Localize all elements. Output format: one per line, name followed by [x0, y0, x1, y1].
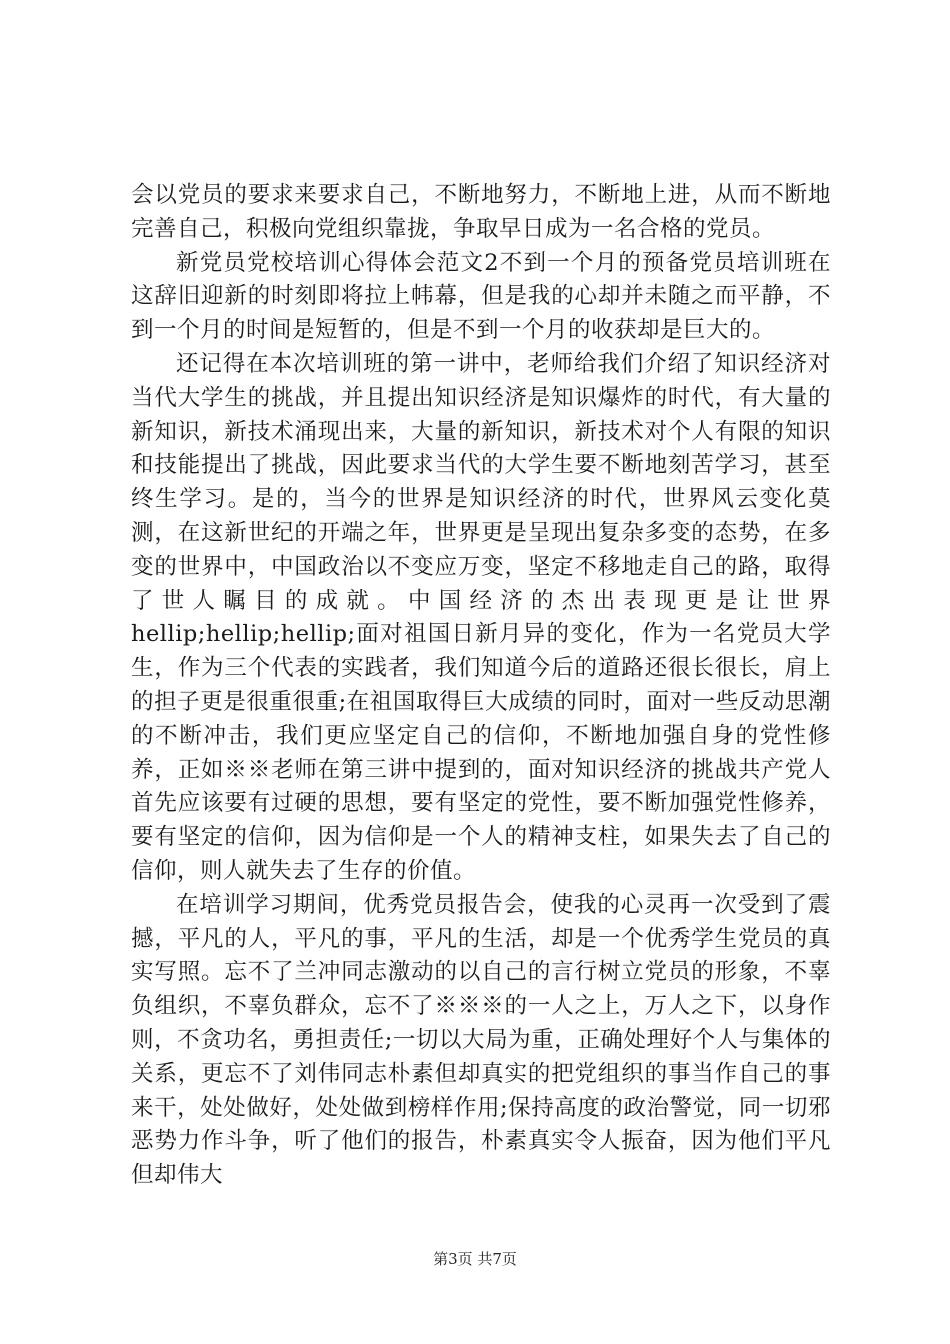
paragraph: 新党员党校培训心得体会范文2不到一个月的预备党员培训班在这辞旧迎新的时刻即将拉上帏幕，但是我的心却并未随之而平静，不到一个月的时间是短暂的，但是不到一个月的收获却是巨大的。: [131, 249, 831, 344]
paragraph: 还记得在本次培训班的第一讲中，老师给我们介绍了知识经济对当代大学生的挑战，并且提出知识经济是知识爆炸的时代，有大量的新知识，新技术涌现出来，大量的新知识，新技术对个人有限的知识和技能提出了挑战，因此要求当代的大学生要不断地刻苦学习，甚至终生学习。是的，当今的世界是知识经济的时代，世界风云变化莫测，在这新世纪的开端之年，世界更是呈现出复杂多变的态势，在多变的世界中，中国政治以不变应万变，坚定不移地走自己的路，取得了世人瞩目的成就。中国经济的杰出表现更是让世界hellip;hellip;hellip;面对祖国日新月异的变化，作为一名党员大学生，作为三个代表的实践者，我们知道今后的道路还很长很长，肩上的担子更是很重很重;在祖国取得巨大成绩的同时，面对一些反动思潮的不断冲击，我们更应坚定自己的信仰，不断地加强自身的党性修养，正如※※老师在第三讲中提到的，面对知识经济的挑战共产党人首先应该要有过硬的思想，要有坚定的党性，要不断加强党性修养，要有坚定的信仰，因为信仰是一个人的精神支柱，如果失去了自己的信仰，则人就失去了生存的价值。: [131, 350, 831, 884]
document-body: [131, 179, 831, 1193]
paragraph-continuation: 会以党员的要求来要求自己，不断地努力，不断地上进，从而不断地完善自己，积极向党组织靠拢，争取早日成为一名合格的党员。: [131, 182, 831, 242]
paragraph: 在培训学习期间，优秀党员报告会，使我的心灵再一次受到了震撼，平凡的人，平凡的事，平凡的生活，却是一个优秀学生党员的真实写照。忘不了兰冲同志激动的以自己的言行树立党员的形象，不辜负组织，不辜负群众，忘不了※※※的一人之上，万人之下，以身作则，不贪功名，勇担责任;一切以大局为重，正确处理好个人与集体的关系，更忘不了刘伟同志朴素但却真实的把党组织的事当作自己的事来干，处处做好，处处做到榜样作用;保持高度的政治警觉，同一切邪恶势力作斗争，听了他们的报告，朴素真实令人振奋，因为他们平凡但却伟大: [131, 891, 831, 1189]
page-number-footer: 第3页 共7页: [433, 1250, 517, 1268]
